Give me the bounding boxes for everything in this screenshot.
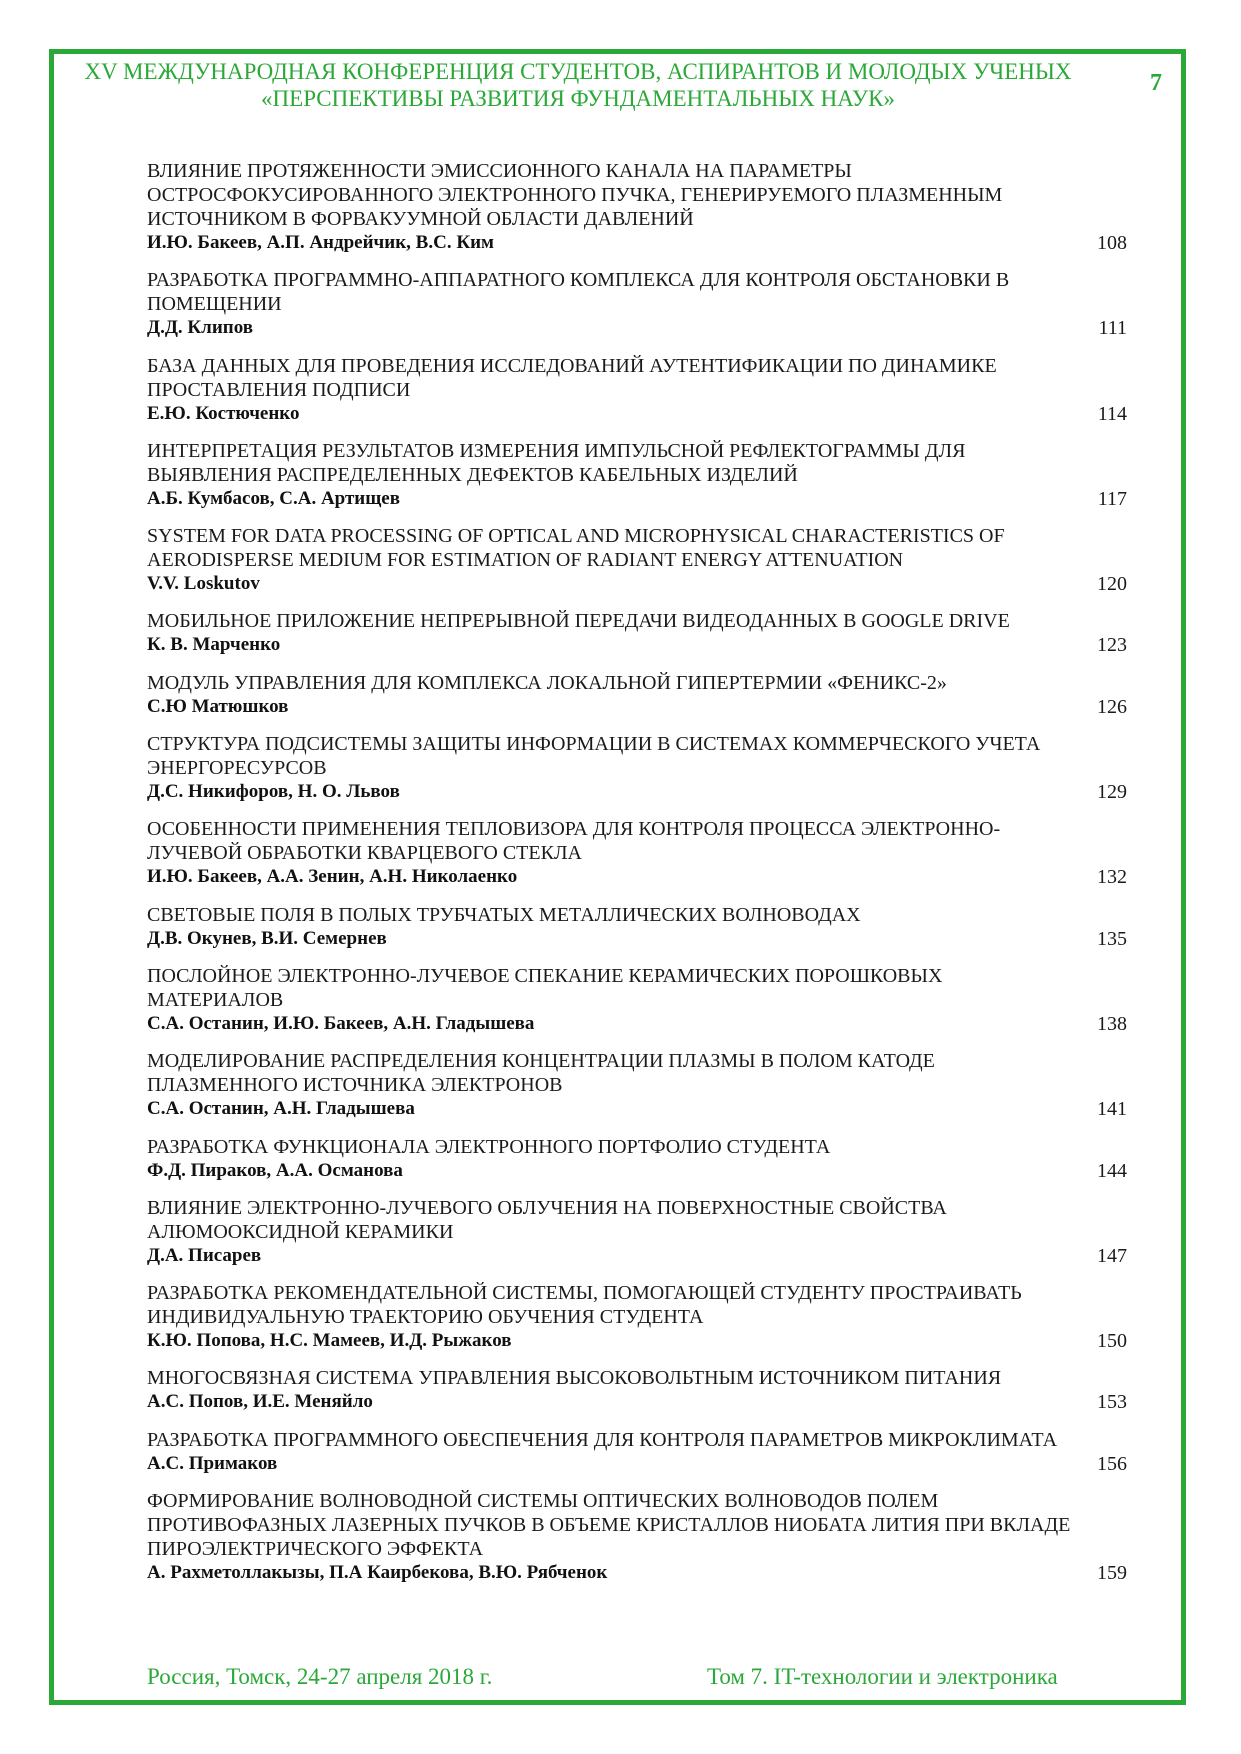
toc-entry[interactable] — [147, 1196, 1127, 1268]
entry-authors: С.А. Останин, А.Н. Гладышева — [147, 1098, 415, 1120]
entry-page-number: 126 — [1097, 695, 1127, 718]
table-of-contents — [147, 159, 1127, 1598]
toc-entry[interactable] — [147, 1281, 1127, 1353]
entry-title: МОДУЛЬ УПРАВЛЕНИЯ ДЛЯ КОМПЛЕКСА ЛОКАЛЬНОЙ ГИПЕРТЕРМИИ «ФЕНИКС-2» — [147, 671, 947, 694]
entry-authors: Д.А. Писарев — [147, 1244, 262, 1266]
entry-title: МОДЕЛИРОВАНИЕ РАСПРЕДЕЛЕНИЯ КОНЦЕНТРАЦИИ ПЛАЗМЫ В ПОЛОМ КАТОДЕ ПЛАЗМЕННОГО ИСТОЧНИКА ЭЛЕКТРОНОВ — [147, 1050, 935, 1097]
entry-authors: К. В. Марченко — [147, 634, 281, 656]
entry-page-number: 159 — [1097, 1562, 1127, 1585]
entry-page-number: 141 — [1097, 1098, 1127, 1121]
toc-entry[interactable] — [147, 1489, 1127, 1585]
toc-entry[interactable] — [147, 609, 1127, 657]
entry-title: ФОРМИРОВАНИЕ ВОЛНОВОДНОЙ СИСТЕМЫ ОПТИЧЕСКИХ ВОЛНОВОДОВ ПОЛЕМ ПРОТИВОФАЗНЫХ ЛАЗЕРНЫХ ПУЧКОВ В ОБЪЕМЕ КРИСТАЛЛОВ НИОБАТА ЛИТИЯ ПРИ ВКЛАДЕ ПИРОЭЛЕКТРИЧЕСКОГО ЭФФЕКТА — [147, 1490, 1071, 1561]
entry-authors: Е.Ю. Костюченко — [147, 402, 300, 424]
entry-authors: А.Б. Кумбасов, С.А. Артищев — [147, 487, 400, 509]
entry-page-number: 120 — [1097, 573, 1127, 596]
toc-entry[interactable] — [147, 1428, 1127, 1476]
entry-authors: V.V. Loskutov — [147, 573, 260, 595]
footer-location-date: Россия, Томск, 24-27 апреля 2018 г. — [147, 1664, 493, 1689]
entry-authors: И.Ю. Бакеев, А.А. Зенин, А.Н. Николаенко — [147, 866, 518, 888]
entry-title: РАЗРАБОТКА ПРОГРАММНОГО ОБЕСПЕЧЕНИЯ ДЛЯ КОНТРОЛЯ ПАРАМЕТРОВ МИКРОКЛИМАТА — [147, 1428, 1058, 1451]
entry-authors: А.С. Примаков — [147, 1452, 278, 1474]
entry-authors: С.Ю Матюшков — [147, 695, 289, 717]
entry-page-number: 108 — [1097, 232, 1127, 254]
entry-title: РАЗРАБОТКА ПРОГРАММНО-АППАРАТНОГО КОМПЛЕКСА ДЛЯ КОНТРОЛЯ ОБСТАНОВКИ В ПОМЕЩЕНИИ — [147, 269, 1010, 316]
entry-page-number: 135 — [1097, 927, 1127, 950]
toc-entry[interactable] — [147, 354, 1127, 426]
entry-title: СТРУКТУРА ПОДСИСТЕМЫ ЗАЩИТЫ ИНФОРМАЦИИ В СИСТЕМАХ КОММЕРЧЕСКОГО УЧЕТА ЭНЕРГОРЕСУРСОВ — [147, 733, 1041, 780]
toc-entry[interactable] — [147, 1366, 1127, 1414]
entry-authors: Д.В. Окунев, В.И. Семернев — [147, 927, 387, 949]
entry-title: ПОСЛОЙНОЕ ЭЛЕКТРОННО-ЛУЧЕВОЕ СПЕКАНИЕ КЕРАМИЧЕСКИХ ПОРОШКОВЫХ МАТЕРИАЛОВ — [147, 964, 943, 1011]
page-number: 7 — [1150, 70, 1162, 96]
entry-page-number: 156 — [1097, 1452, 1127, 1475]
entry-title: ВЛИЯНИЕ ЭЛЕКТРОННО-ЛУЧЕВОГО ОБЛУЧЕНИЯ НА ПОВЕРХНОСТНЫЕ СВОЙСТВА АЛЮМООКСИДНОЙ КЕРАМИКИ — [147, 1196, 947, 1243]
entry-page-number: 138 — [1097, 1012, 1127, 1035]
entry-page-number: 150 — [1097, 1330, 1127, 1353]
entry-title: РАЗРАБОТКА ФУНКЦИОНАЛА ЭЛЕКТРОННОГО ПОРТФОЛИО СТУДЕНТА — [147, 1135, 831, 1158]
toc-entry[interactable] — [147, 159, 1127, 255]
entry-title: БАЗА ДАННЫХ ДЛЯ ПРОВЕДЕНИЯ ИССЛЕДОВАНИЙ АУТЕНТИФИКАЦИИ ПО ДИНАМИКЕ ПРОСТАВЛЕНИЯ ПОДПИСИ — [147, 354, 997, 401]
toc-entry[interactable] — [147, 439, 1127, 511]
entry-authors: А. Рахметоллакызы, П.А Каирбекова, В.Ю. Рябченок — [147, 1562, 608, 1584]
entry-page-number: 132 — [1097, 866, 1127, 889]
entry-authors: С.А. Останин, И.Ю. Бакеев, А.Н. Гладышева — [147, 1012, 535, 1034]
toc-entry[interactable] — [147, 1135, 1127, 1183]
entry-title: РАЗРАБОТКА РЕКОМЕНДАТЕЛЬНОЙ СИСТЕМЫ, ПОМОГАЮЩЕЙ СТУДЕНТУ ПРОСТРАИВАТЬ ИНДИВИДУАЛЬНУЮ ТРАЕКТОРИЮ ОБУЧЕНИЯ СТУДЕНТА — [147, 1282, 1022, 1329]
entry-title: SYSTEM FOR DATA PROCESSING OF OPTICAL AND MICROPHYSICAL CHARACTERISTICS OF AERODISPERSE MEDIUM FOR ESTIMATION OF RADIANT ENERGY ATTENUATION — [147, 525, 1005, 572]
entry-page-number: 114 — [1097, 402, 1127, 425]
entry-title: ВЛИЯНИЕ ПРОТЯЖЕННОСТИ ЭМИССИОННОГО КАНАЛА НА ПАРАМЕТРЫ ОСТРОСФОКУСИРОВАННОГО ЭЛЕКТРОННОГО ПУЧКА, ГЕНЕРИРУЕМОГО ПЛАЗМЕННЫМ ИСТОЧНИКОМ В ФОРВАКУУМНОЙ ОБЛАСТИ ДАВЛЕНИЙ — [147, 160, 1003, 230]
entry-authors: Ф.Д. Пираков, А.А. Османова — [147, 1159, 403, 1181]
entry-authors: Д.Д. Клипов — [147, 317, 254, 339]
toc-entry[interactable] — [147, 671, 1127, 719]
entry-authors: А.С. Попов, И.Е. Меняйло — [147, 1391, 373, 1413]
entry-title: СВЕТОВЫЕ ПОЛЯ В ПОЛЫХ ТРУБЧАТЫХ МЕТАЛЛИЧЕСКИХ ВОЛНОВОДАХ — [147, 903, 861, 926]
entry-page-number: 117 — [1097, 487, 1127, 510]
toc-entry[interactable] — [147, 1049, 1127, 1121]
entry-authors: Д.С. Никифоров, Н. О. Львов — [147, 781, 400, 803]
toc-entry[interactable] — [147, 817, 1127, 889]
entry-page-number: 111 — [1098, 317, 1127, 340]
entry-authors: И.Ю. Бакеев, А.П. Андрейчик, В.С. Ким — [147, 232, 494, 253]
toc-entry[interactable] — [147, 732, 1127, 804]
entry-authors: К.Ю. Попова, Н.С. Мамеев, И.Д. Рыжаков — [147, 1330, 512, 1352]
header-line-1: XV МЕЖДУНАРОДНАЯ КОНФЕРЕНЦИЯ СТУДЕНТОВ, АСПИРАНТОВ И МОЛОДЫХ УЧЕНЫХ — [84, 59, 1072, 84]
entry-page-number: 129 — [1097, 781, 1127, 804]
entry-title: МОБИЛЬНОЕ ПРИЛОЖЕНИЕ НЕПРЕРЫВНОЙ ПЕРЕДАЧИ ВИДЕОДАННЫХ В GOOGLE DRIVE — [147, 610, 1010, 633]
entry-title: ОСОБЕННОСТИ ПРИМЕНЕНИЯ ТЕПЛОВИЗОРА ДЛЯ КОНТРОЛЯ ПРОЦЕССА ЭЛЕКТРОННО-ЛУЧЕВОЙ ОБРАБОТКИ КВАРЦЕВОГО СТЕКЛА — [147, 818, 1001, 865]
entry-page-number: 147 — [1097, 1244, 1127, 1267]
entry-page-number: 144 — [1097, 1159, 1127, 1182]
entry-title: МНОГОСВЯЗНАЯ СИСТЕМА УПРАВЛЕНИЯ ВЫСОКОВОЛЬТНЫМ ИСТОЧНИКОМ ПИТАНИЯ — [147, 1367, 1002, 1390]
toc-entry[interactable] — [147, 268, 1127, 340]
toc-entry[interactable] — [147, 964, 1127, 1036]
footer-volume-title: Том 7. IT-технологии и электроника — [707, 1664, 1058, 1689]
conference-header — [78, 58, 1078, 112]
toc-entry[interactable] — [147, 524, 1127, 596]
entry-page-number: 153 — [1097, 1391, 1127, 1414]
entry-title: ИНТЕРПРЕТАЦИЯ РЕЗУЛЬТАТОВ ИЗМЕРЕНИЯ ИМПУЛЬСНОЙ РЕФЛЕКТОГРАММЫ ДЛЯ ВЫЯВЛЕНИЯ РАСПРЕДЕЛЕННЫХ ДЕФЕКТОВ КАБЕЛЬНЫХ ИЗДЕЛИЙ — [147, 439, 966, 486]
entry-page-number: 123 — [1097, 634, 1127, 657]
header-line-2: «ПЕРСПЕКТИВЫ РАЗВИТИЯ ФУНДАМЕНТАЛЬНЫХ НАУК» — [261, 86, 895, 111]
toc-entry[interactable] — [147, 903, 1127, 951]
